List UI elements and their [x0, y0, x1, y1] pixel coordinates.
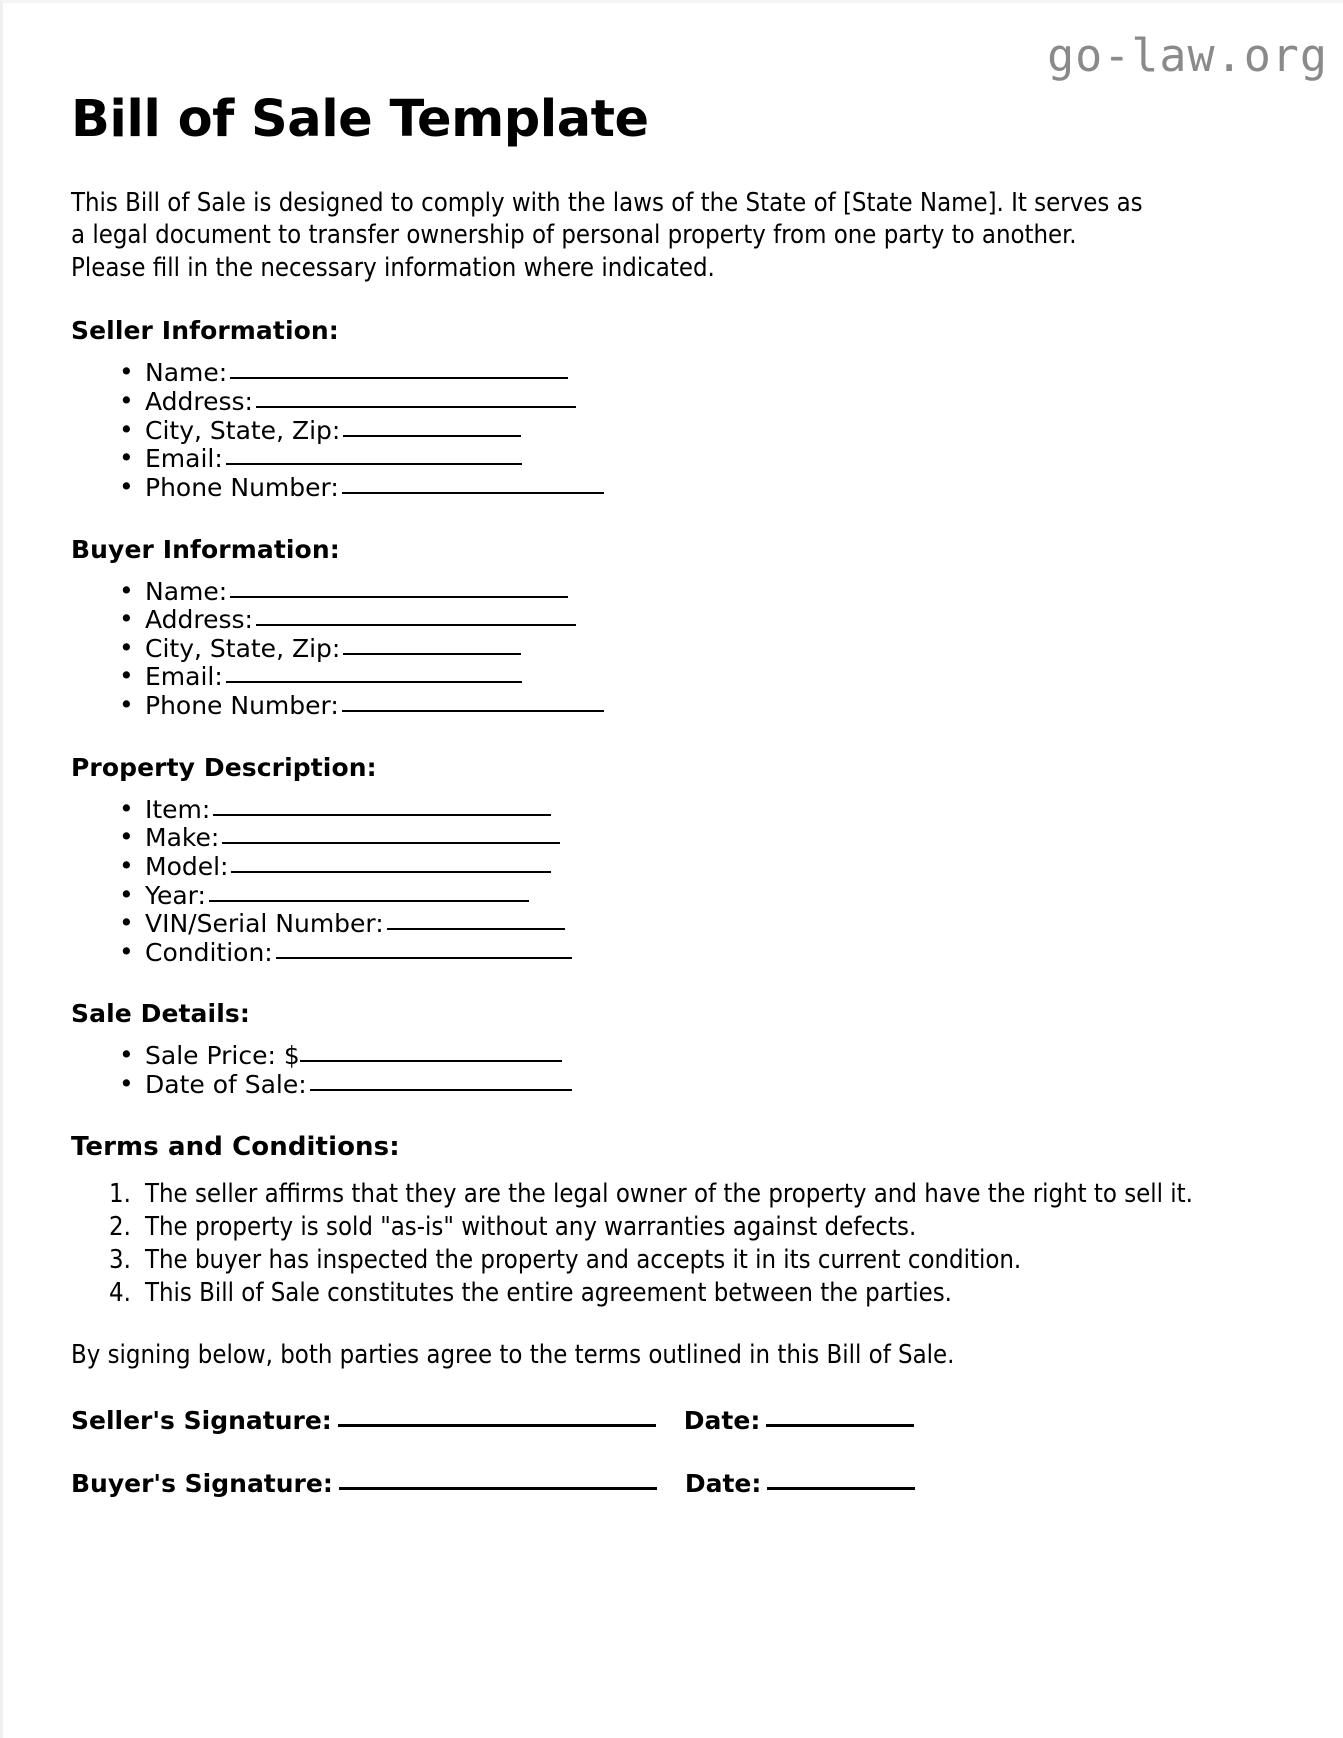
field-label: Phone Number: [145, 472, 339, 502]
fill-in-blank[interactable] [230, 579, 568, 598]
terms-list-item: This Bill of Sale constitutes the entire agreement between the parties. [145, 1278, 952, 1309]
closing-paragraph: By signing below, both parties agree to the terms outlined in this Bill of Sale. [71, 1340, 955, 1371]
field-label: Address: [145, 387, 253, 417]
field-label: Email: [145, 444, 223, 474]
bullet-icon: • [119, 604, 134, 634]
bullet-icon: • [119, 414, 134, 444]
bullet-icon: • [119, 690, 134, 720]
field-label: Name: [145, 358, 228, 388]
terms-list [71, 1178, 1201, 1310]
section-heading-terms: Terms and Conditions: [71, 1131, 400, 1162]
fill-in-blank[interactable] [213, 797, 551, 816]
signature-label: Seller's Signature: [71, 1405, 332, 1435]
section-heading-seller: Seller Information: [71, 316, 339, 346]
signature-label: Buyer's Signature: [71, 1468, 333, 1498]
field-label: Phone Number: [145, 691, 339, 721]
fill-in-blank[interactable] [256, 389, 576, 408]
bullet-icon: • [119, 793, 134, 823]
fill-in-blank[interactable] [209, 883, 529, 902]
form-field-row [111, 471, 1201, 503]
field-label: Model: [145, 851, 229, 881]
form-field-row [111, 910, 1201, 939]
field-label: Sale Price: $ [145, 1041, 300, 1071]
field-label: Date of Sale: [145, 1070, 307, 1100]
bullet-icon: • [119, 850, 134, 880]
bullet-icon: • [119, 1069, 134, 1099]
terms-list-item: The seller affirms that they are the legal owner of the property and have the right to sell it. [145, 1178, 1193, 1209]
form-field-row [111, 388, 1201, 417]
fill-in-blank[interactable] [226, 664, 522, 683]
section-heading-property: Property Description: [71, 752, 377, 782]
fill-in-blank[interactable] [300, 1043, 562, 1062]
field-label: City, State, Zip: [145, 633, 341, 663]
terms-list-item: The buyer has inspected the property and accepts it in its current condition. [145, 1244, 1022, 1275]
sale-details-field-list [71, 1042, 1201, 1099]
field-label: City, State, Zip: [145, 415, 341, 445]
bullet-icon: • [119, 908, 134, 938]
fill-in-blank[interactable] [230, 360, 568, 379]
fill-in-blank[interactable] [343, 418, 521, 437]
site-watermark: go-law.org [1047, 29, 1328, 82]
field-label: Year: [145, 880, 206, 910]
fill-in-blank[interactable] [222, 825, 560, 844]
signature-blank[interactable] [339, 1469, 657, 1490]
bullet-icon: • [119, 936, 134, 966]
fill-in-blank[interactable] [310, 1072, 572, 1091]
form-field-row [111, 850, 1201, 882]
fill-in-blank[interactable] [276, 940, 572, 959]
signature-block [71, 1406, 1201, 1498]
form-field-row [111, 606, 1201, 635]
bullet-icon: • [119, 1040, 134, 1070]
bullet-icon: • [119, 386, 134, 416]
fill-in-blank[interactable] [342, 475, 604, 494]
signature-row [71, 1406, 1201, 1435]
bullet-icon: • [119, 471, 134, 501]
field-label: Email: [145, 662, 223, 692]
form-field-row [111, 1071, 1201, 1100]
property-field-list [71, 793, 1201, 968]
field-label: Name: [145, 576, 228, 606]
bullet-icon: • [119, 443, 134, 473]
fill-in-blank[interactable] [256, 607, 576, 626]
form-field-row [111, 359, 1201, 388]
fill-in-blank[interactable] [343, 636, 521, 655]
form-field-row [111, 793, 1201, 825]
seller-field-list [71, 359, 1201, 502]
fill-in-blank[interactable] [342, 693, 604, 712]
date-blank[interactable] [766, 1406, 914, 1427]
form-field-row [111, 824, 1201, 853]
field-label: Make: [145, 823, 220, 853]
field-label: Item: [145, 794, 211, 824]
form-field-row [111, 692, 1201, 721]
signature-row [71, 1469, 1201, 1498]
bullet-icon: • [119, 822, 134, 852]
form-field-row [111, 445, 1201, 474]
intro-paragraph: This Bill of Sale is designed to comply with the laws of the State of [State Name]. It serves as a legal document to transfer ownership of personal property from one party to another. Please fill in the necessary information where indicated. [71, 187, 1143, 283]
date-blank[interactable] [767, 1469, 915, 1490]
date-label: Date: [683, 1405, 761, 1435]
document-body [71, 41, 1201, 1498]
bullet-icon: • [119, 879, 134, 909]
form-field-row [111, 575, 1201, 607]
form-field-row [111, 879, 1201, 911]
bullet-icon: • [119, 575, 134, 605]
terms-list-item: The property is sold "as-is" without any warranties against defects. [145, 1211, 917, 1242]
buyer-field-list [71, 575, 1201, 721]
form-field-row [111, 1042, 1201, 1071]
signature-blank[interactable] [338, 1406, 656, 1427]
fill-in-blank[interactable] [231, 854, 551, 873]
section-heading-buyer: Buyer Information: [71, 534, 340, 564]
field-label: Address: [145, 605, 253, 635]
field-label: Condition: [145, 937, 273, 967]
fill-in-blank[interactable] [226, 446, 522, 465]
form-field-row [111, 414, 1201, 446]
date-label: Date: [684, 1468, 762, 1498]
page-title: Bill of Sale Template [71, 90, 649, 149]
bullet-icon: • [119, 357, 134, 387]
bullet-icon: • [119, 661, 134, 691]
field-label: VIN/Serial Number: [145, 909, 384, 939]
fill-in-blank[interactable] [387, 911, 565, 930]
form-field-row [111, 936, 1201, 968]
form-field-row [111, 632, 1201, 664]
bullet-icon: • [119, 632, 134, 662]
form-field-row [111, 663, 1201, 692]
section-heading-sale-details: Sale Details: [71, 999, 250, 1029]
